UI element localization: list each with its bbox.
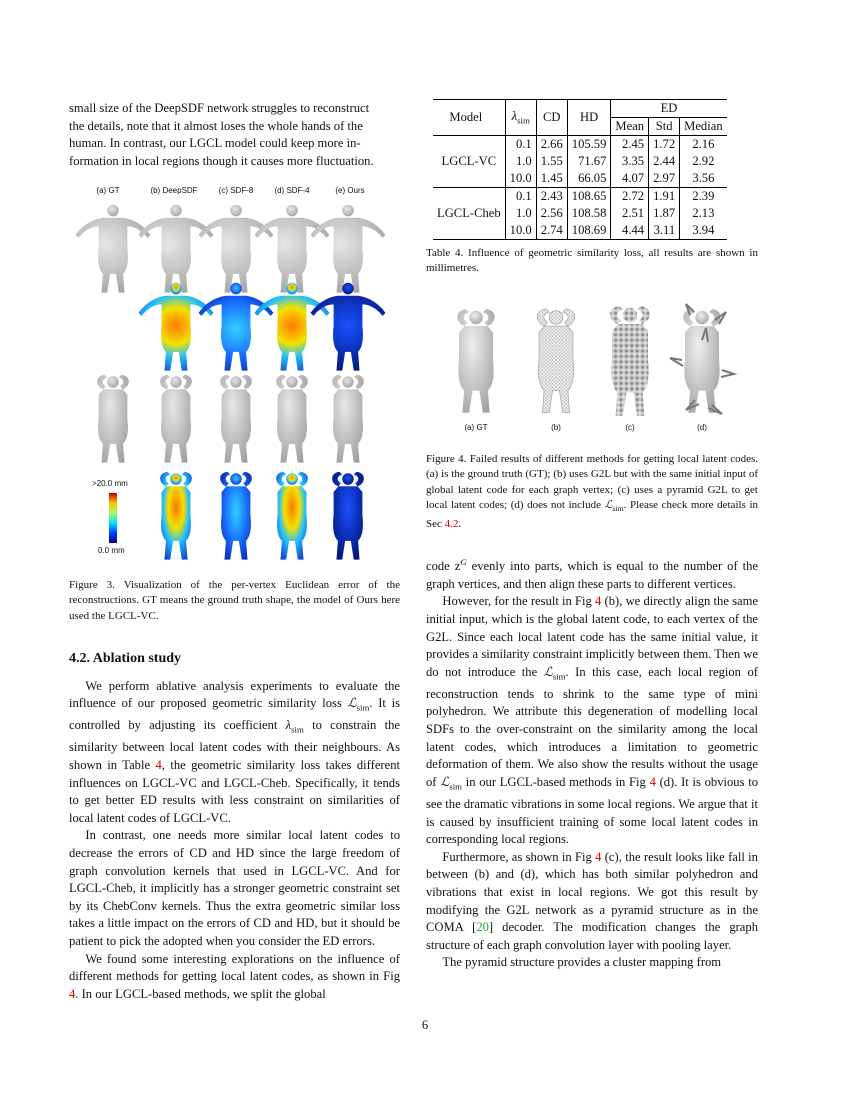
figure-3-caption-block xyxy=(69,578,400,624)
figure-4-caption-block xyxy=(426,452,758,532)
table-header-ed: ED xyxy=(611,100,727,118)
fig-4-ref-link[interactable]: 4 xyxy=(649,774,656,789)
section-4-2-ref-link[interactable]: 4.2 xyxy=(444,517,459,530)
table-row: LGCL-VC 0.1 2.66 105.59 2.45 1.72 2.16 xyxy=(433,136,727,154)
table-4-ref-link[interactable]: 4 xyxy=(155,758,162,772)
fig3-row3-gray xyxy=(97,375,364,463)
right-paragraph-4: The pyramid structure provides a cluster mapping from xyxy=(442,955,722,970)
fig3-colorbar-min: 0.0 mm xyxy=(98,546,125,555)
table-header-mean: Mean xyxy=(611,118,649,136)
intro-line: small size of the DeepSDF network struggles to reconstruct xyxy=(69,101,370,115)
table-header-lambda: $\lambda_{sim}$ xyxy=(505,100,536,136)
fig4-gt-shape xyxy=(457,309,494,413)
fig3-label-gt: (a) GT xyxy=(96,186,120,195)
section-4-2 xyxy=(69,650,400,1003)
intro-paragraph xyxy=(69,100,400,170)
fig3-colorbar-max: >20.0 mm xyxy=(92,479,128,488)
table-4-caption-block xyxy=(426,246,758,277)
fig3-label-sdf8: (c) SDF-8 xyxy=(218,186,254,195)
table-header-model: Model xyxy=(433,100,505,136)
table-header-std: Std xyxy=(649,118,680,136)
fig3-row2-heatmap xyxy=(139,283,386,371)
fig4-spiky-shape xyxy=(670,304,734,414)
figure-4 xyxy=(440,300,760,435)
right-paragraph-2: However, for the result in Fig 4 (b), we directly align the same initial input, which is the global latent code, to each vertex of the G2L. Since each local latent code has the same initial value, it provides a similarity constraint implicitly between them. Then we do not introduce the ℒ$_{sim}$. In this case, each local region of reconstruction tends to shrink to the same type of mini polyhedron. We attribute this degeneration of modelling local SDFs to the over-constraint on the similarity among the local latent codes, which introduces a limitation to geometric deformation of them. We also show the results without the usage of ℒ$_{sim}$ in our LGCL-based methods in Fig 4 (d). It is obvious to see the dramatic vibrations in some local regions. We argue that it is caused by insufficient training of some local latent codes in corresponding local regions. xyxy=(426,594,758,847)
figure-4-caption: Figure 4. Failed results of different methods for getting local latent codes. (a) is the ground truth (GT); (b) uses G2L but with the same initial input of global latent code for each graph vertex; (c) uses a pyramid G2L to get local latent codes; (d) does not include ℒ$_{sim}$. Please check more details in Sec 4.2. xyxy=(426,453,758,530)
fig-4-ref-link[interactable]: 4 xyxy=(595,849,602,864)
fig4-label-c: (c) xyxy=(625,423,635,432)
right-paragraph-3: Furthermore, as shown in Fig 4 (c), the result looks like fall in between (b) and (d), which has both similar polyhedron and vibrations that exist in local regions. We got this result by modifying the G2L network as a pyramid structure as in the COMA [20] decoder. The modification changes the graph structure of each graph convolution layer with pooling layer. xyxy=(426,849,758,952)
fig4-mesh-shape xyxy=(537,309,574,413)
fig4-label-d: (d) xyxy=(697,423,707,432)
right-paragraph-1: code $z^G$ evenly into parts, which is equal to the number of the graph vertices, and then align these parts to different vertices. xyxy=(426,557,758,591)
table-row: 1.0 1.55 71.67 3.35 2.44 2.92 xyxy=(433,153,727,170)
figure-3 xyxy=(70,180,400,565)
citation-20-link[interactable]: 20 xyxy=(476,920,489,935)
fig3-row4-heatmap xyxy=(160,472,364,560)
fig3-colorbar xyxy=(109,493,117,543)
ablation-paragraph-1: We perform ablative analysis experiments to evaluate the influence of our proposed geometric similarity loss ℒ$_{sim}$. It is controlled by adjusting its coefficient $\lambda_{sim}$ to constrain the similarity between local latent codes with their neighbours. As shown in Table 4, the geometric similarity loss takes different influences on LGCL-VC and LGCL-Cheb. Specifically, it tends to get better ED results with less constraint on similarities of local latent codes of LGCL-VC. xyxy=(69,678,400,825)
fig3-label-sdf4: (d) SDF-4 xyxy=(274,186,310,195)
fig4-label-gt: (a) GT xyxy=(464,423,488,432)
intro-line: human. In contrast, our LGCL model could keep more in- xyxy=(69,136,361,151)
ablation-paragraph-3: We found some interesting explorations on the influence of different methods for getting local latent codes, as shown in Fig 4. In our LGCL-based methods, we split the global xyxy=(69,951,400,1001)
table-4-wrapper xyxy=(433,99,727,240)
fig-4-ref-link[interactable]: 4 xyxy=(69,986,76,1001)
fig-4-ref-link[interactable]: 4 xyxy=(595,594,602,609)
table-header-median: Median xyxy=(684,119,723,133)
table-header-hd: HD xyxy=(567,100,611,136)
figure-3-caption: Figure 3. Visualization of the per-vertex Euclidean error of the reconstructions. GT means the ground truth shape, the model of Ours here used the LGCL-VC. xyxy=(69,579,400,622)
fig4-pyramid-shape xyxy=(610,306,650,416)
ablation-paragraph-2: In contrast, one needs more similar local latent codes to decrease the errors of CD and HD since the large freedom of graph convolution kernels that used in LGCL-VC. And for LGCL-Cheb, it implicitly has a stronger geometric constraint set by its ChebConv kernels. Thus the extra geometric similar loss takes a little impact on the errors of CD and HD, but it should be patient to pick the adopted when you consider the ED errors. xyxy=(69,828,400,948)
intro-line: the details, note that it almost loses the whole hands of the xyxy=(69,118,363,133)
fig4-label-b: (b) xyxy=(551,423,561,432)
intro-line: formation in local regions though it causes more fluctuation. xyxy=(69,153,374,168)
page-number: 6 xyxy=(421,1018,429,1032)
fig3-label-ours: (e) Ours xyxy=(335,186,365,195)
table-group-model: LGCL-Cheb xyxy=(433,188,505,240)
fig3-label-deepsdf: (b) DeepSDF xyxy=(150,186,198,195)
right-body-text xyxy=(426,554,758,972)
table-header-cd: CD xyxy=(536,100,567,136)
table-row: LGCL-Cheb 0.1 2.43 108.65 2.72 1.91 2.39 xyxy=(433,188,727,206)
fig3-row1-gray xyxy=(76,205,386,293)
table-row: 10.0 1.45 66.05 4.07 2.97 3.56 xyxy=(433,170,727,188)
table-4 xyxy=(433,99,727,240)
table-4-caption: Table 4. Influence of geometric similarity loss, all results are shown in millimetres. xyxy=(426,247,758,275)
table-group-model: LGCL-VC xyxy=(433,136,505,188)
section-title: 4.2. Ablation study xyxy=(69,651,182,666)
table-row: 10.0 2.74 108.69 4.44 3.11 3.94 xyxy=(433,222,727,240)
table-row: 1.0 2.56 108.58 2.51 1.87 2.13 xyxy=(433,205,727,222)
